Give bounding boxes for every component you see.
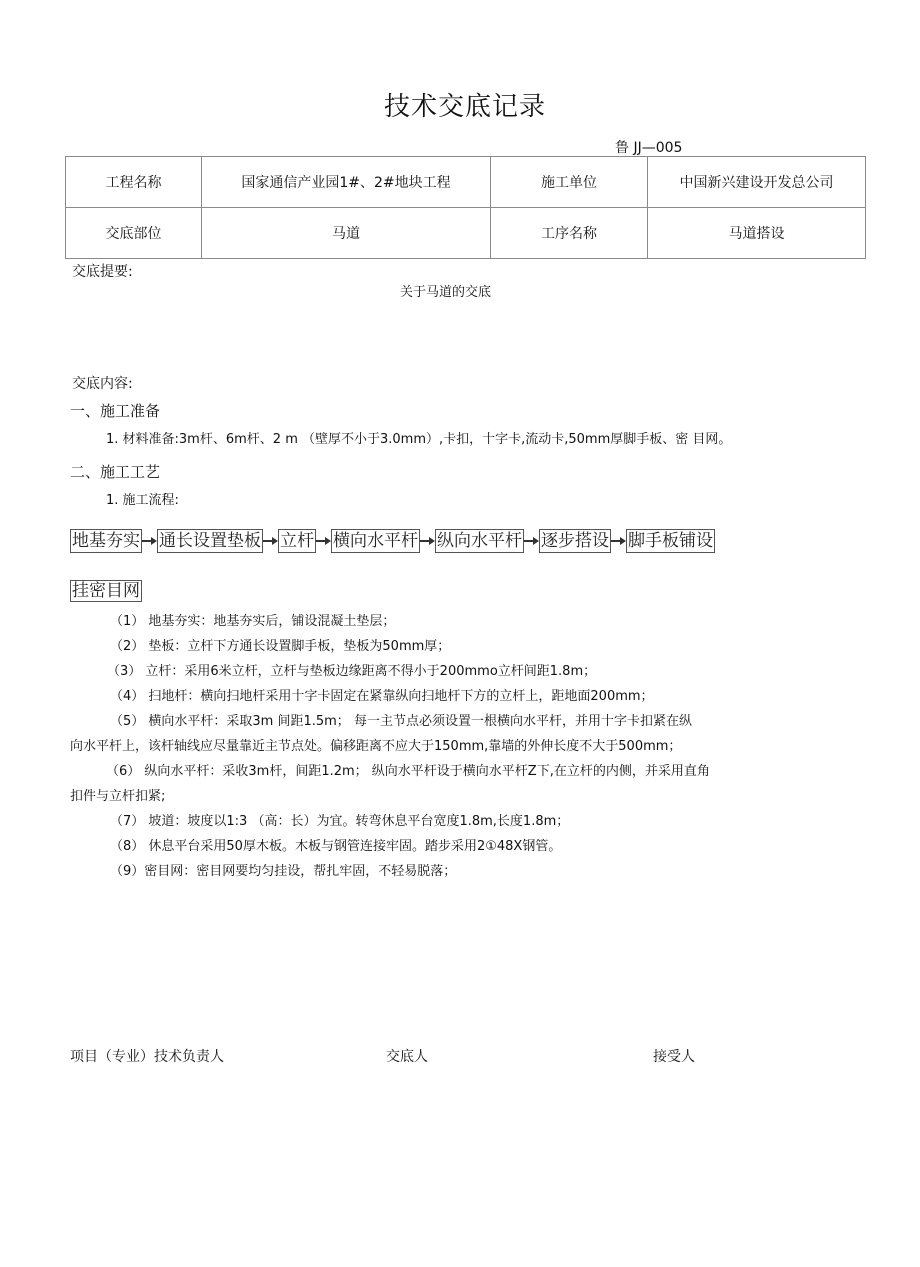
arrow-right-icon bbox=[263, 536, 278, 546]
signature-tech-lead: 项目（专业）技术负责人 bbox=[70, 1049, 224, 1065]
step-7: （7） 坡道：坡度以1:3 （高：长）为宜。转弯休息平台宽度1.8m,长度1.8m； bbox=[110, 814, 570, 829]
step-8: （8） 休息平台采用50厚木板。木板与钢管连接牢固。踏步采用2①48X钢管。 bbox=[110, 839, 562, 854]
step-5: （5） 横向水平杆：采取3m 间距1.5m； 每一主节点必须设置一根横向水平杆，并用十字卡扣紧在纵 bbox=[110, 714, 692, 729]
construction-unit-value: 中国新兴建设开发总公司 bbox=[648, 157, 866, 208]
table-row bbox=[66, 157, 866, 208]
section2-heading: 二、施工工艺 bbox=[70, 463, 161, 481]
document-code: 鲁 JJ—005 bbox=[615, 140, 683, 156]
briefing-location-label: 交底部位 bbox=[66, 208, 202, 259]
step-5-cont: 向水平杆上，该杆轴线应尽量靠近主节点处。偏移距离不应大于150mm,靠墙的外伸长度不大于500mm； bbox=[70, 739, 682, 754]
summary-label: 交底提要: bbox=[72, 264, 133, 280]
step-6-cont: 扣件与立杆扣紧; bbox=[70, 789, 166, 804]
flow-step: 逐步搭设 bbox=[541, 531, 609, 551]
flow-step: 挂密目网 bbox=[72, 581, 140, 601]
arrow-right-icon bbox=[611, 536, 626, 546]
step-3: （3） 立杆：采用6米立杆，立杆与垫板边缘距离不得小于200mmo立杆间距1.8m； bbox=[107, 664, 597, 679]
section1-item1: 1. 材料准备:3m杆、6m杆、2 m （壁厚不小于3.0mm）,卡扣，十字卡,流动卡,50mm厚脚手板、密 目网。 bbox=[106, 432, 732, 447]
summary-text: 关于马道的交底 bbox=[400, 285, 492, 300]
section1-heading: 一、施工准备 bbox=[70, 402, 161, 420]
flow-step: 通长设置垫板 bbox=[159, 531, 261, 551]
arrow-right-icon bbox=[316, 536, 331, 546]
step-1: （1） 地基夯实：地基夯实后，铺设混凝土垫层； bbox=[110, 614, 396, 629]
process-flow-row2 bbox=[70, 580, 142, 602]
flow-step: 脚手板铺设 bbox=[628, 531, 713, 551]
flow-step: 横向水平杆 bbox=[333, 531, 418, 551]
arrow-right-icon bbox=[420, 536, 435, 546]
briefing-location-value: 马道 bbox=[202, 208, 491, 259]
process-name-value: 马道搭设 bbox=[648, 208, 866, 259]
step-6: （6） 纵向水平杆：采收3m杆，间距1.2m； 纵向水平杆设于横向水平杆Z下,在立杆的内侧，并采用直角 bbox=[106, 764, 710, 779]
step-2: （2） 垫板：立杆下方通长设置脚手板，垫板为50mm厚； bbox=[110, 639, 451, 654]
signature-presenter: 交底人 bbox=[386, 1049, 428, 1065]
flow-step: 立杆 bbox=[280, 531, 314, 551]
section2-sub1: 1. 施工流程: bbox=[106, 493, 179, 508]
flow-step: 地基夯实 bbox=[72, 531, 140, 551]
step-9: （9）密目网：密目网要均匀挂设，帮扎牢固，不轻易脱落； bbox=[110, 864, 457, 879]
construction-unit-label: 施工单位 bbox=[491, 157, 648, 208]
step-4: （4） 扫地杆：横向扫地杆采用十字卡固定在紧靠纵向扫地杆下方的立杆上，距地面200mm； bbox=[110, 689, 654, 704]
project-info-table bbox=[65, 156, 866, 259]
process-flow bbox=[70, 529, 715, 553]
project-name-label: 工程名称 bbox=[66, 157, 202, 208]
arrow-right-icon bbox=[524, 536, 539, 546]
document-title: 技术交底记录 bbox=[383, 92, 546, 122]
content-label: 交底内容: bbox=[72, 376, 133, 392]
flow-step: 纵向水平杆 bbox=[437, 531, 522, 551]
project-name-value: 国家通信产业园1#、2#地块工程 bbox=[202, 157, 491, 208]
signature-receiver: 接受人 bbox=[653, 1049, 695, 1065]
process-name-label: 工序名称 bbox=[491, 208, 648, 259]
table-row bbox=[66, 208, 866, 259]
arrow-right-icon bbox=[142, 536, 157, 546]
